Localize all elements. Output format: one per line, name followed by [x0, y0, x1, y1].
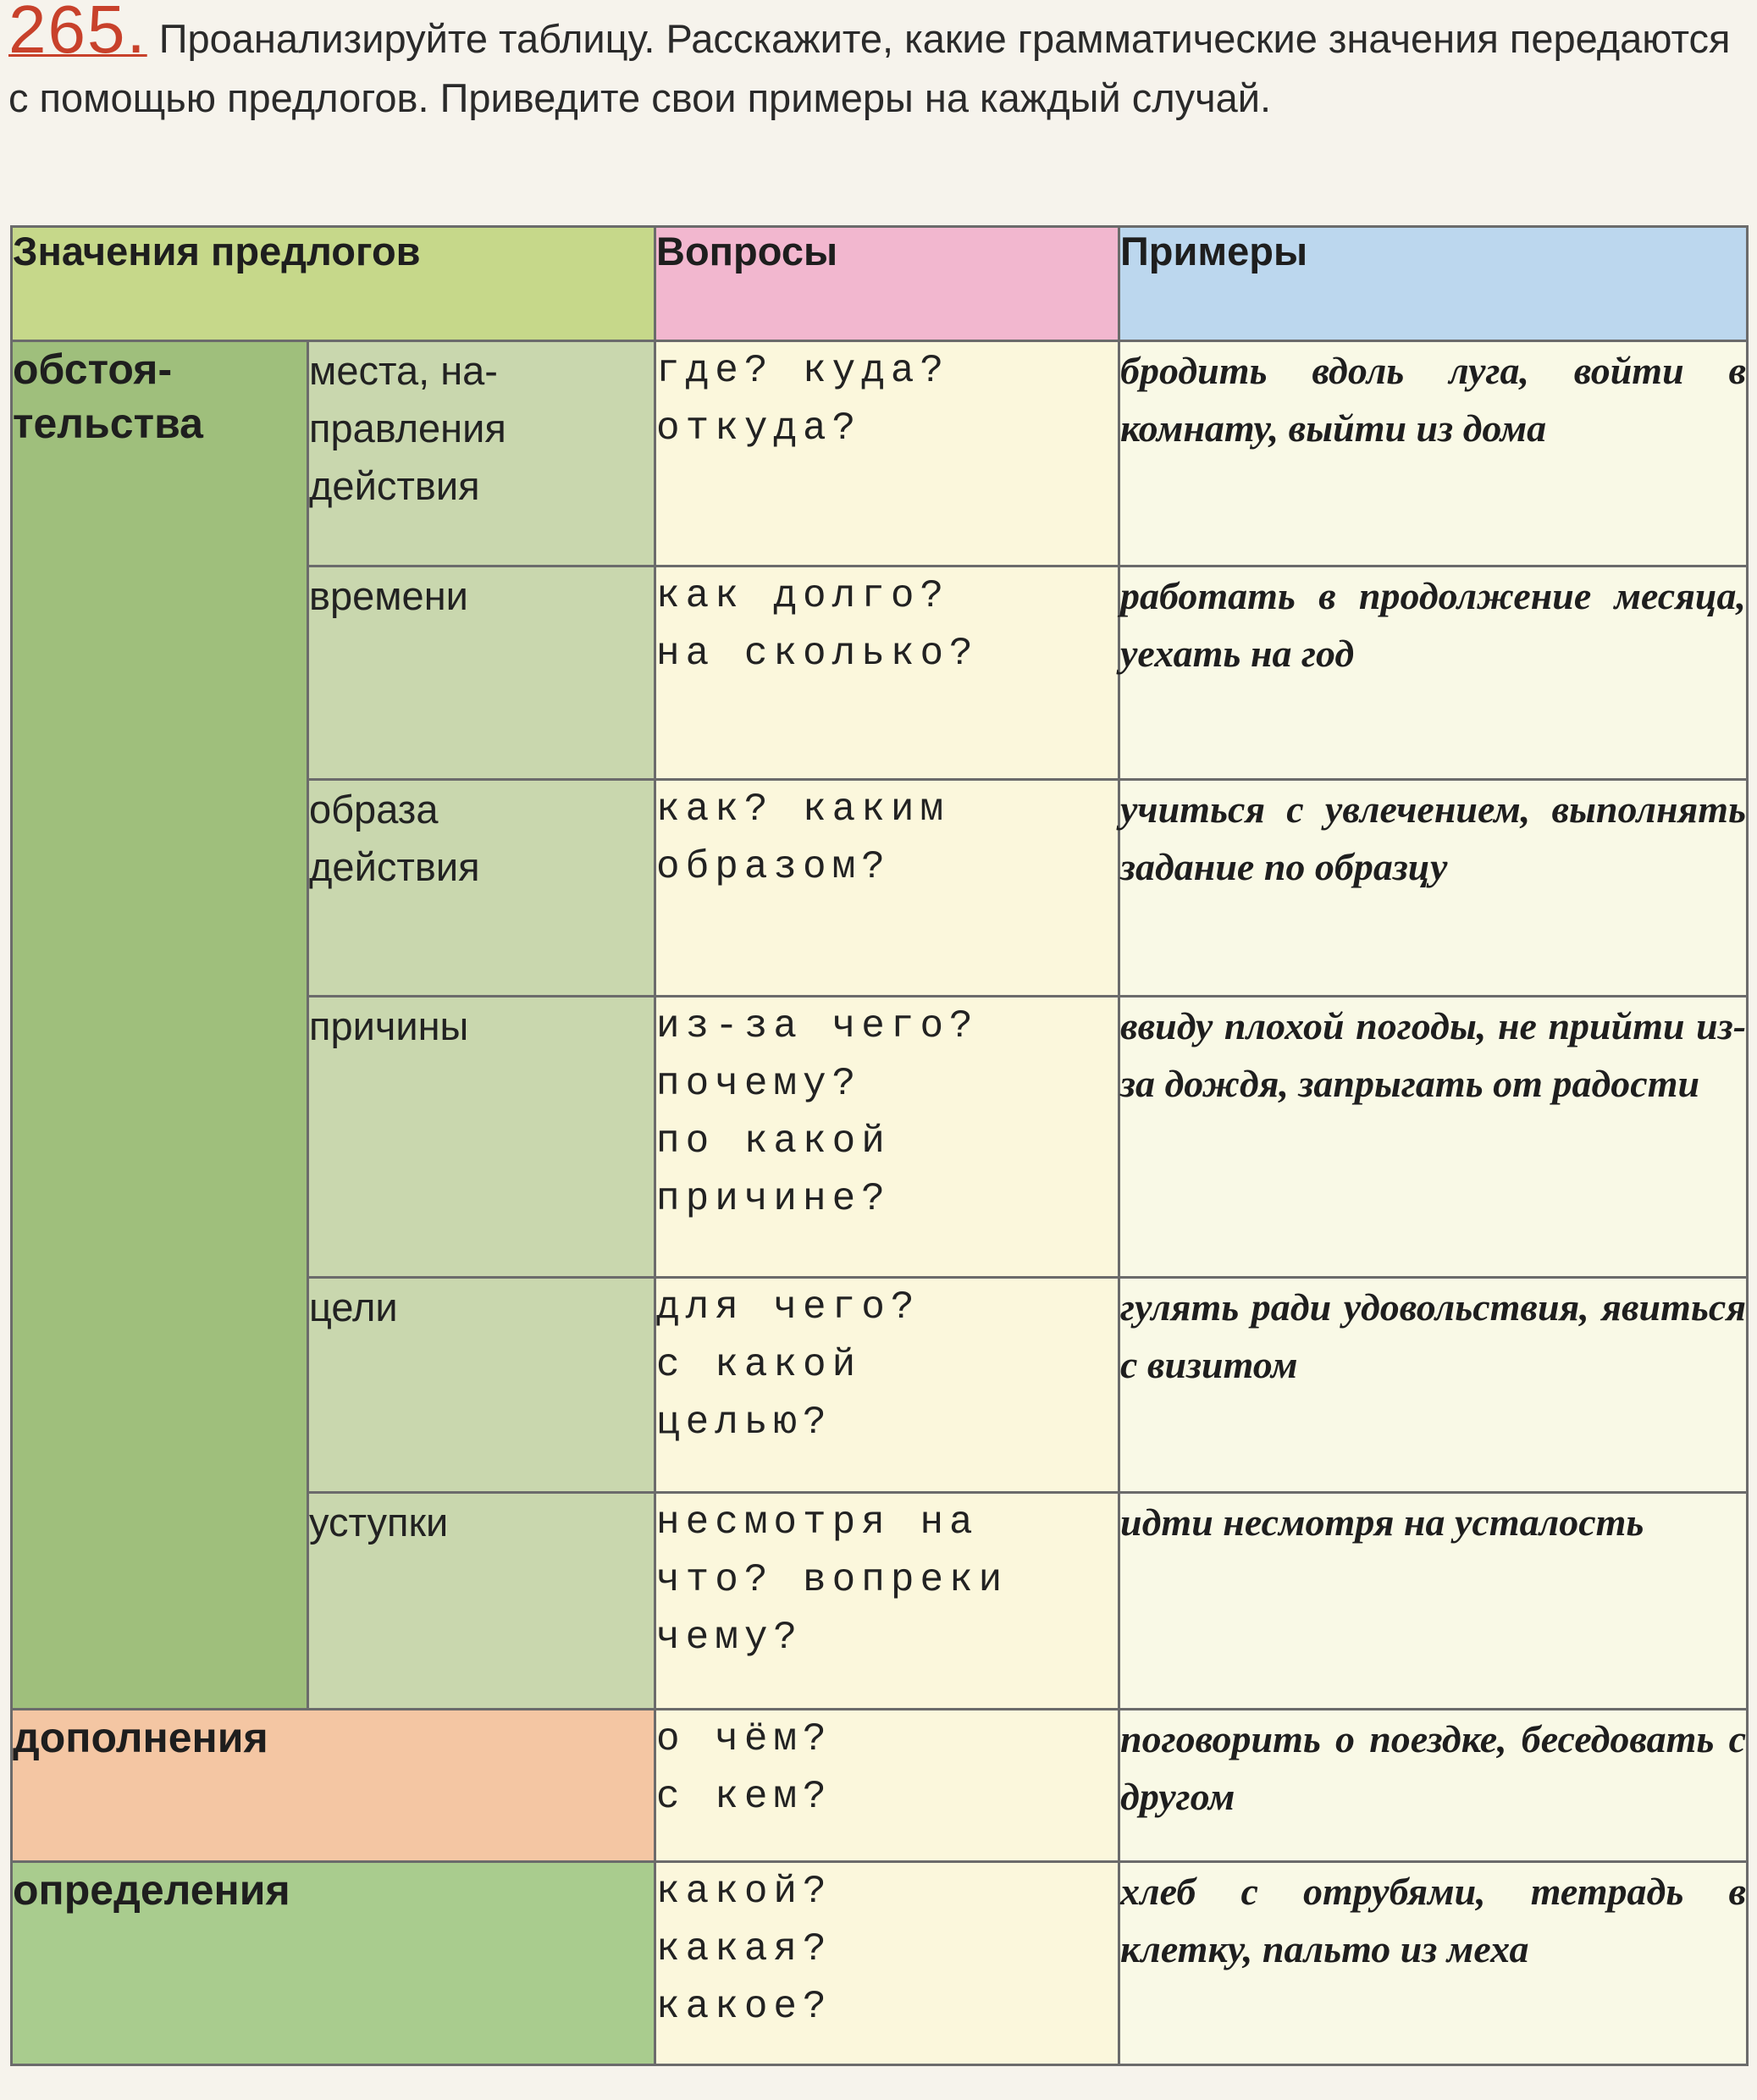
table-row — [12, 1710, 1748, 1862]
examples-cell — [1119, 1862, 1748, 2065]
questions-text: несмотря на что? вопреки чему? — [656, 1500, 1008, 1660]
examples-text: ввиду плохой погоды, не прийти из-за дождя, запрыгать от радости — [1120, 1004, 1747, 1105]
questions-cell — [655, 1862, 1119, 2065]
questions-text: какой? какая? какое? — [656, 1870, 832, 2029]
sub-meaning — [308, 566, 655, 780]
examples-text: бродить вдоль луга, войти в комнату, выйти из дома — [1120, 349, 1747, 450]
sub-meaning — [308, 341, 655, 566]
prepositions-table — [10, 225, 1749, 2066]
category-attributes — [12, 1862, 655, 2065]
questions-text: как? каким образом? — [656, 788, 950, 889]
sub-meaning — [308, 1278, 655, 1493]
sub-meaning-label: места, на- правления действия — [309, 348, 506, 508]
examples-cell — [1119, 341, 1748, 566]
questions-text: где? куда? откуда? — [656, 349, 950, 450]
questions-cell — [655, 341, 1119, 566]
sub-meaning — [308, 1493, 655, 1710]
category-circumstances — [12, 341, 308, 1710]
sub-meaning-label: времени — [309, 573, 468, 618]
task-number: 265. — [8, 0, 147, 67]
examples-cell — [1119, 566, 1748, 780]
table-header-row — [12, 227, 1748, 341]
examples-text: работать в продолжение месяца, уехать на год — [1120, 574, 1747, 675]
questions-cell — [655, 1493, 1119, 1710]
header-questions: Вопросы — [655, 227, 1119, 341]
category-objects — [12, 1710, 655, 1862]
examples-cell — [1119, 1710, 1748, 1862]
sub-meaning-label: цели — [309, 1285, 398, 1329]
sub-meaning-label: причины — [309, 1003, 469, 1048]
table-row — [12, 1862, 1748, 2065]
questions-text: как долго? на сколько? — [656, 574, 979, 676]
header-examples: Примеры — [1119, 227, 1748, 341]
questions-text: о чём? с кем? — [656, 1717, 832, 1819]
examples-text: гулять ради удовольствия, явиться с визитом — [1120, 1285, 1747, 1386]
questions-cell — [655, 997, 1119, 1278]
examples-text: идти несмотря на усталость — [1120, 1500, 1644, 1544]
category-label: определения — [13, 1866, 290, 1914]
examples-cell — [1119, 1278, 1748, 1493]
task-paragraph — [8, 0, 1749, 128]
questions-text: из-за чего? почему? по какой причине? — [656, 1004, 979, 1221]
questions-cell — [655, 566, 1119, 780]
sub-meaning-label: уступки — [309, 1500, 449, 1545]
questions-cell — [655, 1710, 1119, 1862]
examples-cell — [1119, 1493, 1748, 1710]
sub-meaning — [308, 780, 655, 997]
examples-cell — [1119, 780, 1748, 997]
questions-cell — [655, 780, 1119, 997]
questions-text: для чего? с какой целью? — [656, 1285, 920, 1445]
examples-text: учиться с увлечением, выполнять задание по образцу — [1120, 788, 1747, 888]
examples-text: поговорить о поездке, беседовать с другом — [1120, 1717, 1747, 1818]
sub-meaning — [308, 997, 655, 1278]
examples-text: хлеб с отрубями, тетрадь в клетку, пальто из меха — [1120, 1870, 1747, 1970]
header-meanings: Значения предлогов — [12, 227, 655, 341]
task-text: Проанализируйте таблицу. Расскажите, какие грамматические значения передаются с помощью предлогов. Приведите свои примеры на каждый случай. — [8, 16, 1731, 120]
sub-meaning-label: образа действия — [309, 787, 480, 889]
category-label: дополнения — [13, 1714, 268, 1761]
category-label: обстоя- тельства — [13, 345, 203, 447]
table-row — [12, 341, 1748, 566]
questions-cell — [655, 1278, 1119, 1493]
examples-cell — [1119, 997, 1748, 1278]
